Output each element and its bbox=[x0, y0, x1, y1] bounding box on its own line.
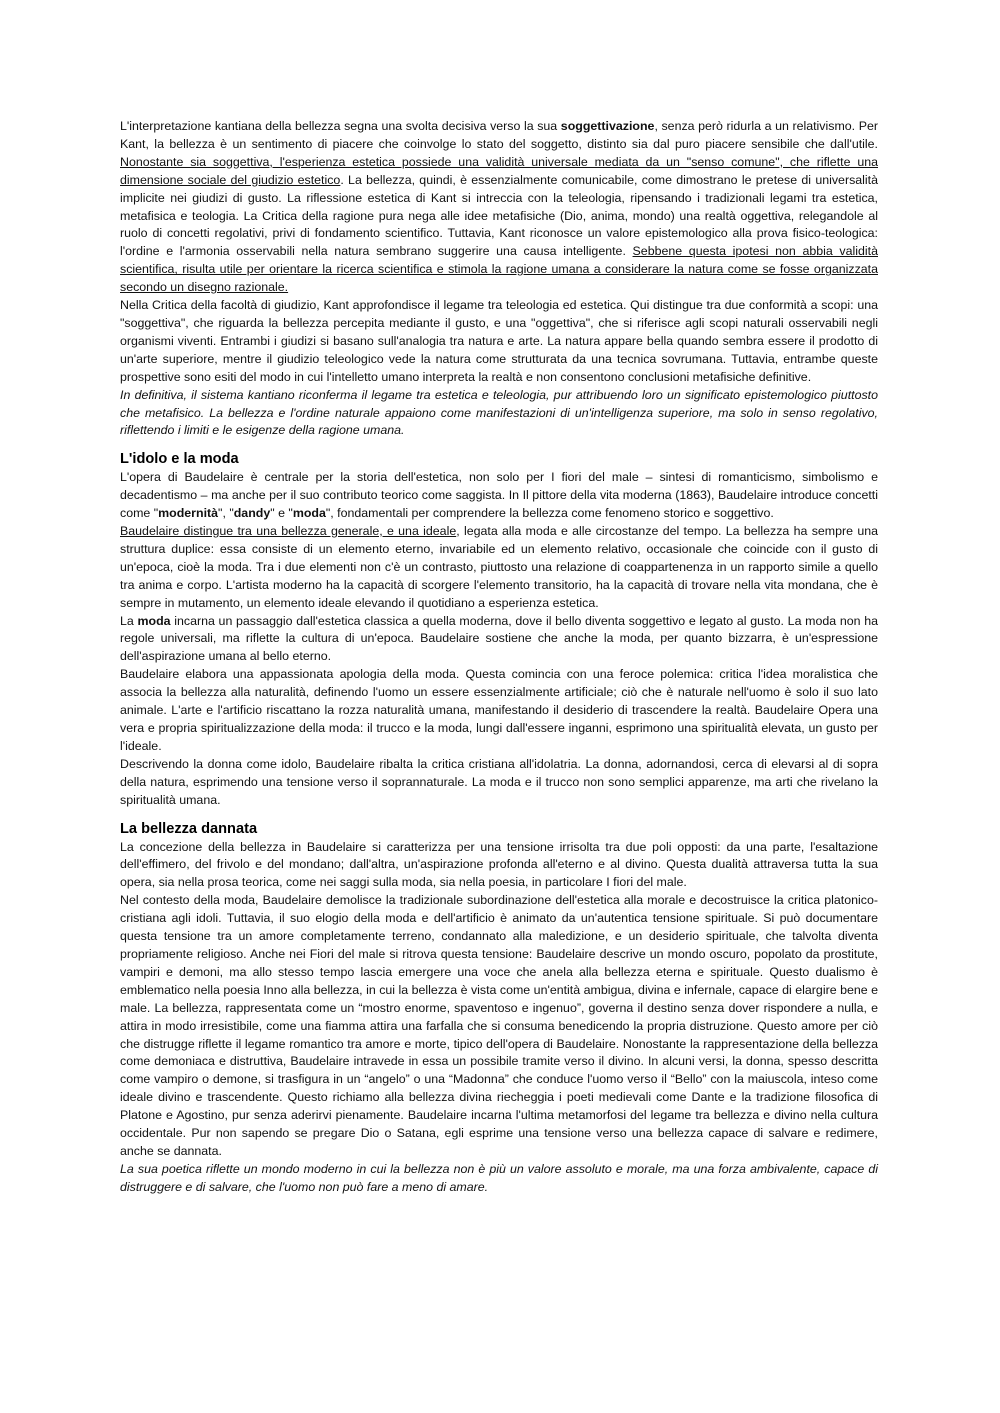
text-span: , senza però ridurla a un relativismo. Per Kant, la bellezza è un sentimento di piacere che coinvolge lo stato del soggetto, distinto sia dal puro piacere sensibile che dall'utile. bbox=[120, 119, 878, 151]
text-span: L'opera di Baudelaire è centrale per la storia dell'estetica, non solo per I fiori del male – sintesi di romanticismo, simbolismo e decadentismo – ma anche per il suo contributo teorico come saggista. In Il pittore della vita moderna (1863), Baudelaire introduce concetti come " bbox=[120, 470, 878, 521]
italic-conclusion: In definitiva, il sistema kantiano riconferma il legame tra estetica e teleologia, pur attribuendo loro un significato epistemologico piuttosto che metafisico. La bellezza e l'ordine naturale appaiono come manifestazioni di un'intelligenza superiore, ma solo in senso regolativo, riflettendo i limiti e le esigenze della ragione umana. bbox=[120, 387, 878, 438]
paragraph: Baudelaire elabora una appassionata apologia della moda. Questa comincia con una feroce polemica: critica l'idea moralistica che associa la bellezza alla naturalità, definendo l'uomo un essere essenzialmente artificiale; ciò che è naturale nell'uomo è solo il suo lato animale. L'arte e l'artificio riscattano la rozza naturalità umana, manifestando il desiderio di trascendere la realtà. Baudelaire Opera una vera e propria spiritualizzazione della moda: il trucco e la moda, lungi dall'essere inganni, esprimono una spiritualità elevata, un gusto per l'ideale. bbox=[120, 667, 878, 753]
underlined-text: Nonostante sia soggettiva, l'esperienza estetica possiede una validità universale mediata da un "senso comune", che riflette una dimensione sociale del giudizio estetico bbox=[120, 154, 878, 187]
document-page bbox=[120, 118, 878, 1197]
paragraph: La concezione della bellezza in Baudelaire si caratterizza per una tensione irrisolta tra due poli opposti: da una parte, l'esaltazione dell'effimero, del frivolo e del mondano; dall'altra, un'aspirazione profonda all'eterno e al divino. Questa dualità attraversa tutta la sua opera, sia nella prosa teorica, come nei saggi sulla moda, sia nella poesia, in particolare I fiori del male. bbox=[120, 839, 878, 890]
paragraph bbox=[120, 469, 878, 523]
text-span: ", " bbox=[218, 506, 234, 521]
paragraph: Nel contesto della moda, Baudelaire demolisce la tradizionale subordinazione dell'estetica alla morale e decostruisce la critica platonico-cristiana agli idoli. Tuttavia, il suo elogio della moda e dell'artificio è animato da un'autentica tensione spirituale. Si può documentare questa tensione tra un amore completamente terreno, condannato alla maledizione, e un desiderio spirituale, che talvolta diventa propriamente religioso. Anche nei Fiori del male si ritrova questa tensione: Baudelaire descrive un mondo oscuro, popolato da prostitute, vampiri e demoni, ma allo stesso tempo lascia emergere una voce che anela alla bellezza eterna e spirituale. Questo dualismo è emblematico nella poesia Inno alla bellezza, in cui la bellezza è vista come un'entità ambigua, divina e infernale, capace di elargire bene e male. La bellezza, rappresentata come un “mostro enorme, spaventoso e ingenuo”, governa il destino senza dover rispondere a nulla, e attira in modo irresistibile, come una fiamma attira una farfalla che si consuma benedicendo la propria distruzione. Questo amore per ciò che distrugge riflette il legame romantico tra amore e morte, tipico dell'opera di Baudelaire. Nonostante la rappresentazione della bellezza come demoniaca e distruttiva, Baudelaire intravede in essa un possibile tramite verso il divino. In alcuni versi, la donna, spesso descritta come vampiro o demone, si trasfigura in un “angelo” o una “Madonna” che conduce l'uomo verso il “Bello” con la maiuscola, inteso come ideale divino e trascendente. Questo richiamo alla bellezza divina riecheggia i poeti medievali come Dante e la tradizione filosofica di Platone e Agostino, pur senza aderirvi pienamente. Baudelaire incarna l'ultima metamorfosi del legame tra bellezza e divino nella cultura occidentale. Pur non sapendo se pregare Dio o Satana, egli esprime una tensione verso una bellezza capace di salvare e redimere, anche se dannata. bbox=[120, 893, 878, 1158]
paragraph bbox=[120, 613, 878, 667]
bold-term: moda bbox=[292, 506, 326, 521]
italic-conclusion: La sua poetica riflette un mondo moderno in cui la bellezza non è più un valore assoluto e morale, ma una forza ambivalente, capace di distruggere e di salvare, che l'uomo non può fare a meno di amare. bbox=[120, 1161, 878, 1194]
text-span: , legata alla moda e alle circostanze del tempo. La bellezza ha sempre una struttura duplice: essa consiste di un elemento eterno, invariabile ed un elemento relativo, occasionale che coincide con il gusto di un'epoca, cioè la moda. Tra i due elementi non c'è un contrasto, piuttosto una relazione di coappartenenza in un rapporto simile a quello tra anima e corpo. L'artista moderno ha la capacità di scorgere l'elemento transitorio, ha la capacità di trovare nella vita mondana, che è sempre in mutamento, un elemento ideale elevando il quotidiano a esperienza estetica. bbox=[120, 524, 878, 610]
paragraph bbox=[120, 118, 878, 297]
section-heading: L'idolo e la moda bbox=[120, 451, 239, 468]
bold-term: soggettivazione bbox=[560, 119, 655, 133]
paragraph bbox=[120, 523, 878, 613]
bold-term: modernità bbox=[158, 506, 219, 521]
bold-term: dandy bbox=[233, 506, 271, 521]
paragraph: Descrivendo la donna come idolo, Baudelaire ribalta la critica cristiana all'idolatria. La donna, adornandosi, cerca di elevarsi al di sopra della natura, esprimendo una tensione verso il soprannaturale. La moda e il trucco non sono semplici apparenze, ma arti che rivelano la spiritualità umana. bbox=[120, 756, 878, 807]
text-span: . La bellezza, quindi, è essenzialmente comunicabile, come dimostrano le pretese di universalità implicite nei giudizi di gusto. La riflessione estetica di Kant si intreccia con la teleologia, ripensando i tradizionali legami tra estetica, metafisica e teologia. La Critica della ragione pura nega alle idee metafisiche (Dio, anima, mondo) una realtà oggettiva, relegandole al ruolo di concetti regolativi, privi di fondamento scientifico. Tuttavia, Kant riconosce un valore epistemologico alla prova fisico-teologica: l'ordine e l'armonia osservabili nella natura sembrano suggerire una causa intelligente. bbox=[120, 172, 878, 259]
text-span: L'interpretazione kantiana della bellezza segna una svolta decisiva verso la sua bbox=[120, 119, 561, 133]
text-span: ", fondamentali per comprendere la bellezza come fenomeno storico e soggettivo. bbox=[325, 506, 774, 521]
text-span: " e " bbox=[270, 506, 293, 521]
paragraph: Nella Critica della facoltà di giudizio, Kant approfondisce il legame tra teleologia ed estetica. Qui distingue tra due conformità a scopi: una "soggettiva", che riguarda la bellezza percepita mediante il gusto, e una "oggettiva", che si riferisce agli scopi naturali osservabili negli organismi viventi. Entrambi i giudizi si basano sull'analogia tra natura e arte. La natura appare bella quando sembra essere il prodotto di un'arte superiore, mentre il giudizio teleologico vede la natura come strutturata da una tecnica sovrumana. Tuttavia, entrambe queste prospettive sono esiti del modo in cui l'intelletto umano interpreta la realtà e non consentono conclusioni metafisiche definitive. bbox=[120, 298, 878, 384]
underlined-text: Sebbene questa ipotesi non abbia validità scientifica, risulta utile per orientare la ricerca scientifica e stimola la ragione umana a considerare la natura come se fosse organizzata secondo un disegno razionale. bbox=[120, 244, 878, 295]
section-heading: La bellezza dannata bbox=[120, 820, 258, 837]
underlined-text: Baudelaire distingue tra una bellezza generale, e una ideale bbox=[120, 524, 457, 539]
text-span: incarna un passaggio dall'estetica classica a quella moderna, dove il bello diventa soggettivo e legato al gusto. La moda non ha regole universali, ma riflette la cultura di un'epoca. Baudelaire sostiene che anche la moda, per quanto bizzarra, è un'espressione dell'aspirazione umana al bello eterno. bbox=[120, 613, 878, 664]
bold-term: moda bbox=[137, 613, 171, 628]
text-span: La bbox=[120, 613, 138, 628]
